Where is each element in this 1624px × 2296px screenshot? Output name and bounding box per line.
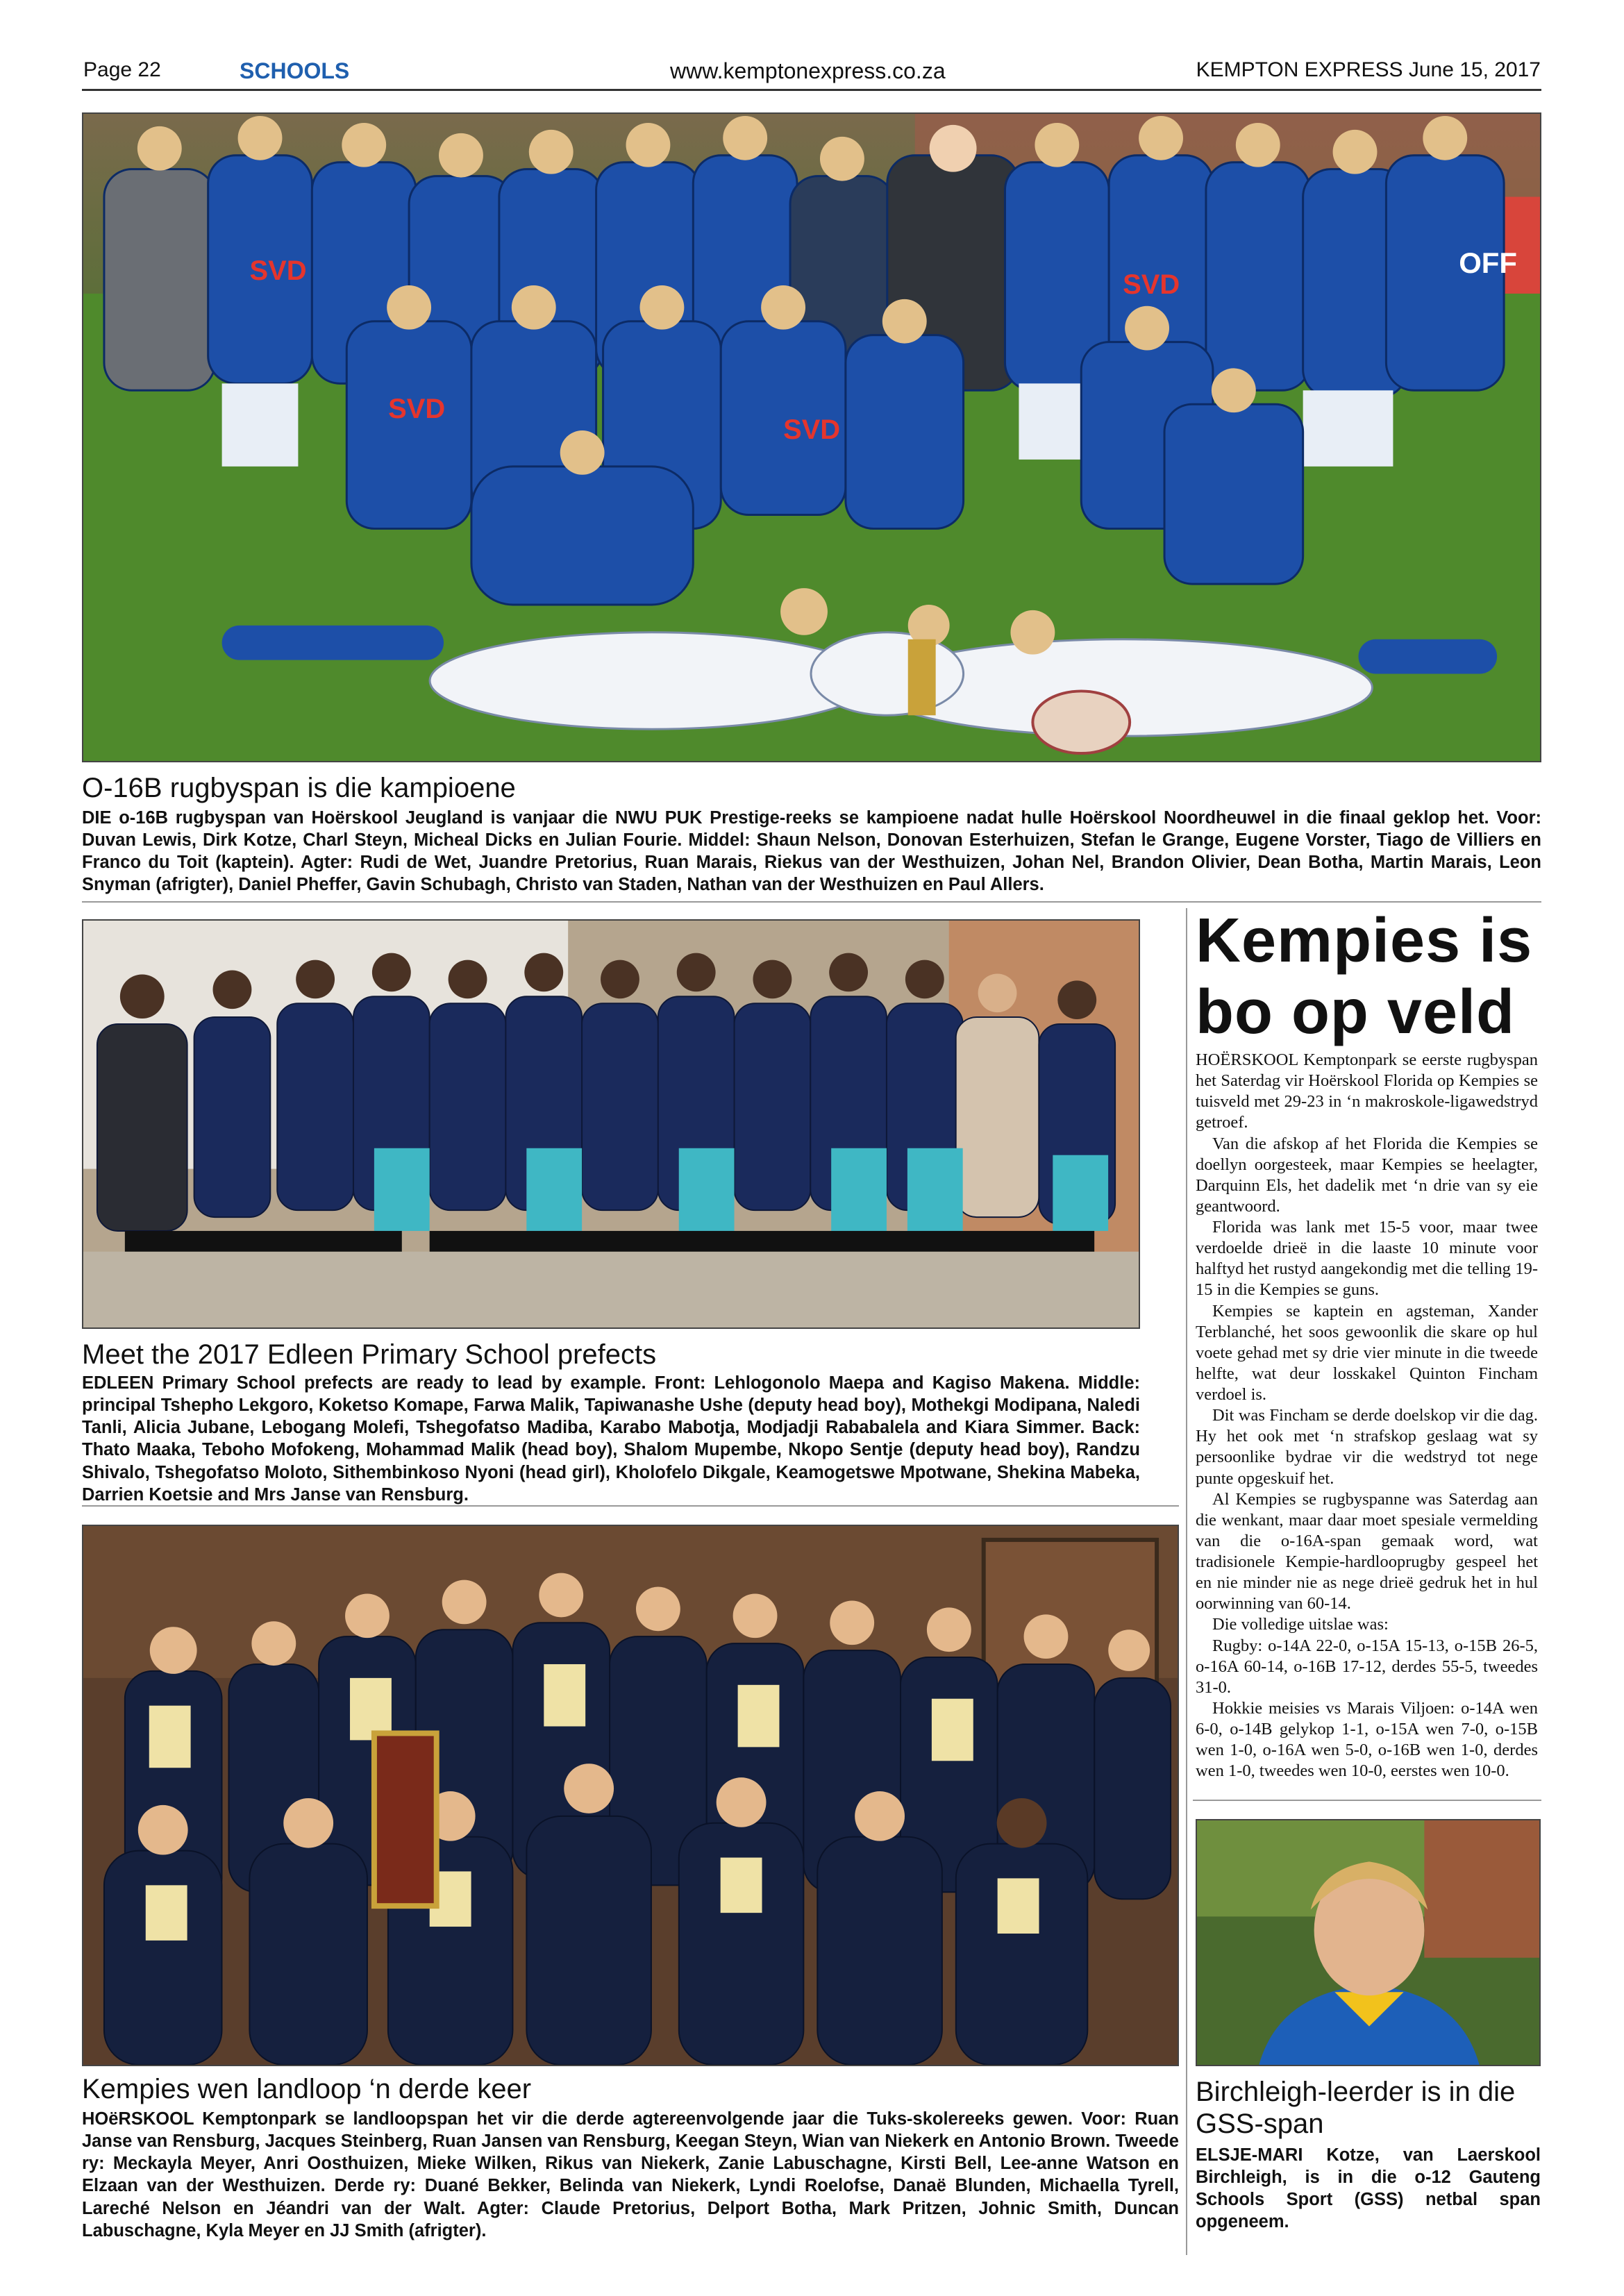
birchleigh-learner-photo <box>1196 1819 1541 2066</box>
page-number: Page 22 <box>83 58 161 81</box>
article-paragraph: HOËRSKOOL Kemptonpark se eerste rugbyspan het Saterdag vir Hoërskool Florida op Kempies se tuisveld met 29-23 in ‘n makroskole-ligawedstryd getroef. <box>1196 1050 1538 1132</box>
landloop-team-photo <box>82 1525 1179 2066</box>
section-label: SCHOOLS <box>240 58 350 83</box>
article-headline <box>1196 905 1543 1048</box>
article-paragraph: Dit was Fincham se derde doelskop vir die dag. Hy het ook met ‘n strafskop geslaag wat sy persoonlike bydrae vir die wedstryd tot nege punte opgeskuif het. <box>1196 1406 1538 1488</box>
article-paragraph: Van die afskop af het Florida die Kempies se doellyn oorgesteek, maar Kempies se heelagter, Darquinn Els, het dadelik met ‘n drie van sy eie geantwoord. <box>1196 1134 1538 1216</box>
article-paragraph: Al Kempies se rugbyspanne was Saterdag aan die wenkant, maar daar moet spesiale vermelding van die o-16A-span gemaak word, wat tradisionele Kempie-hardlooprugby gespeel het en nie minder nie as nege drieë gedruk het in hul oorwinning van 60-14. <box>1196 1489 1538 1614</box>
divider <box>82 901 1541 903</box>
jersey-sponsor-text: SVD <box>249 255 307 286</box>
article-paragraph: Hokkie meisies vs Marais Viljoen: o-14A wen 6-0, o-14B gelykop 1-1, o-15A wen 7-0, o-15B wen 1-0, o-16A wen 5-0, o-16B wen 1-0, derdes wen 1-0, tweedes wen 10-0, eerstes wen 10-0. <box>1196 1698 1538 1781</box>
article-paragraph: Rugby: o-14A 22-0, o-15A 15-13, o-15B 26-5, o-16A 60-14, o-16B 17-12, derdes 55-5, tweedes 31-0. <box>1196 1636 1538 1697</box>
rugby-caption-title: O-16B rugbyspan is die kampioene <box>82 773 516 803</box>
headline-line-2: bo op veld <box>1196 977 1515 1047</box>
jersey-sponsor-text: SVD <box>388 394 446 425</box>
birchleigh-caption-body: ELSJE-MARI Kotze, van Laerskool Birchleigh, is in die o-12 Gauteng Schools Sport (GSS) netbal span opgeneem. <box>1196 2145 1541 2232</box>
divider <box>1193 1800 1541 1801</box>
masthead-date: KEMPTON EXPRESS June 15, 2017 <box>1196 58 1541 81</box>
rugby-caption-body: DIE o-16B rugbyspan van Hoërskool Jeugland is vanjaar die NWU PUK Prestige-reeks se kampioene nadat hulle Hoërskool Noordheuwel in die finaal geklop het. Voor: Duvan Lewis, Dirk Kotze, Charl Steyn, Micheal Dicks en Julian Fourie. Middel: Shaun Nelson, Donovan Esterhuizen, Stefan le Grange, Eugene Vorster, Tiago de Villiers en Franco du Toit (kaptein). Agter: Rudi de Wet, Juandre Pretorius, Ruan Marais, Riekus van der Westhuizen, Johan Nel, Brandon Olivier, Dean Botha, Martin Marais, Leon Snyman (afrigter), Daniel Pheffer, Gavin Schubagh, Christo van Staden, Nathan van der Westhuizen en Paul Allers. <box>82 808 1541 895</box>
landloop-caption-title: Kempies wen landloop ‘n derde keer <box>82 2074 532 2104</box>
article-body <box>1196 1050 1538 1782</box>
landloop-caption-body: HOëRSKOOL Kemptonpark se landloopspan het vir die derde agtereenvolgende jaar die Tuks-skolereeks gewen. Voor: Ruan Janse van Rensburg, Jacques Steinberg, Ruan Jansen van Rensburg, Keegan Steyn, Wian van Niekerk en Antonio Brown. Tweede ry: Meckayla Meyer, Anri Oosthuizen, Mieke Wilken, Rikus van Niekerk, Zanie Labuschagne, Kirsti Bell, Lee-anne Watson en Elzaan van der Westhuizen. Derde ry: Duané Bekker, Belinda van Niekerk, Lyndi Roelofse, Danaë Blunden, Michaella Tyrell, Lareché Nelson en Jéandri van der Walt. Agter: Claude Pretorius, Delport Botha, Mark Pritzen, Johnic Smith, Duncan Labuschagne, Kyla Meyer en JJ Smith (afrigter). <box>82 2109 1179 2240</box>
birchleigh-caption-title: Birchleigh-leerder is in die GSS-span <box>1196 2077 1516 2139</box>
article-paragraph: Florida was lank met 15-5 voor, maar twee verdoelde drieë in die laaste 10 minute voor halftyd het rustyd aangekondig met die telling 19-15 in die Kempies se guns. <box>1196 1218 1538 1300</box>
jersey-sponsor-text: SVD <box>1123 269 1180 300</box>
edleen-caption-title: Meet the 2017 Edleen Primary School prefects <box>82 1339 657 1370</box>
divider <box>82 1505 1179 1507</box>
edleen-caption-body: EDLEEN Primary School prefects are ready to lead by example. Front: Lehlogonolo Maepa and Kagiso Makena. Middle: principal Tshepho Lekgoro, Koketso Komape, Farwa Malik, Tapiwanashe Ushe (deputy head boy), Mothekgi Modipana, Naledi Tanli, Alicia Jubane, Lebogang Molefi, Tshegofatso Madiba, Karabo Mabotja, Modjadji Rababalela and Kiara Simmer. Back: Thato Maaka, Teboho Mofokeng, Mohammad Malik (head boy), Shalom Mupembe, Nkopo Sentje (deputy head boy), Randzu Shivalo, Tshegofatso Moloto, Sithembinkoso Nyoni (head girl), Kholofelo Dikgale, Keamogetswe Mpotwane, Shekina Mabeka, Darrien Koetsie and Mrs Janse van Rensburg. <box>82 1373 1140 1505</box>
header-rule <box>82 89 1541 91</box>
website-url[interactable]: www.kemptonexpress.co.za <box>670 58 946 83</box>
article-paragraph: Kempies se kaptein en agsteman, Xander Terblanché, het soos gewoonlik die skare op hul voete gehad met sy drie vier minute in die tweede helfte, wat deur losskakel Quinton Fincham verdoel is. <box>1196 1301 1538 1404</box>
column-divider <box>1186 908 1187 2255</box>
headline-line-1: Kempies is <box>1196 906 1533 975</box>
edleen-prefects-photo <box>82 919 1140 1329</box>
article-paragraph: Die volledige uitslae was: <box>1212 1615 1389 1634</box>
rugby-team-photo <box>82 112 1541 762</box>
banner-text: OFF <box>1459 246 1518 280</box>
jersey-sponsor-text: SVD <box>783 414 841 445</box>
